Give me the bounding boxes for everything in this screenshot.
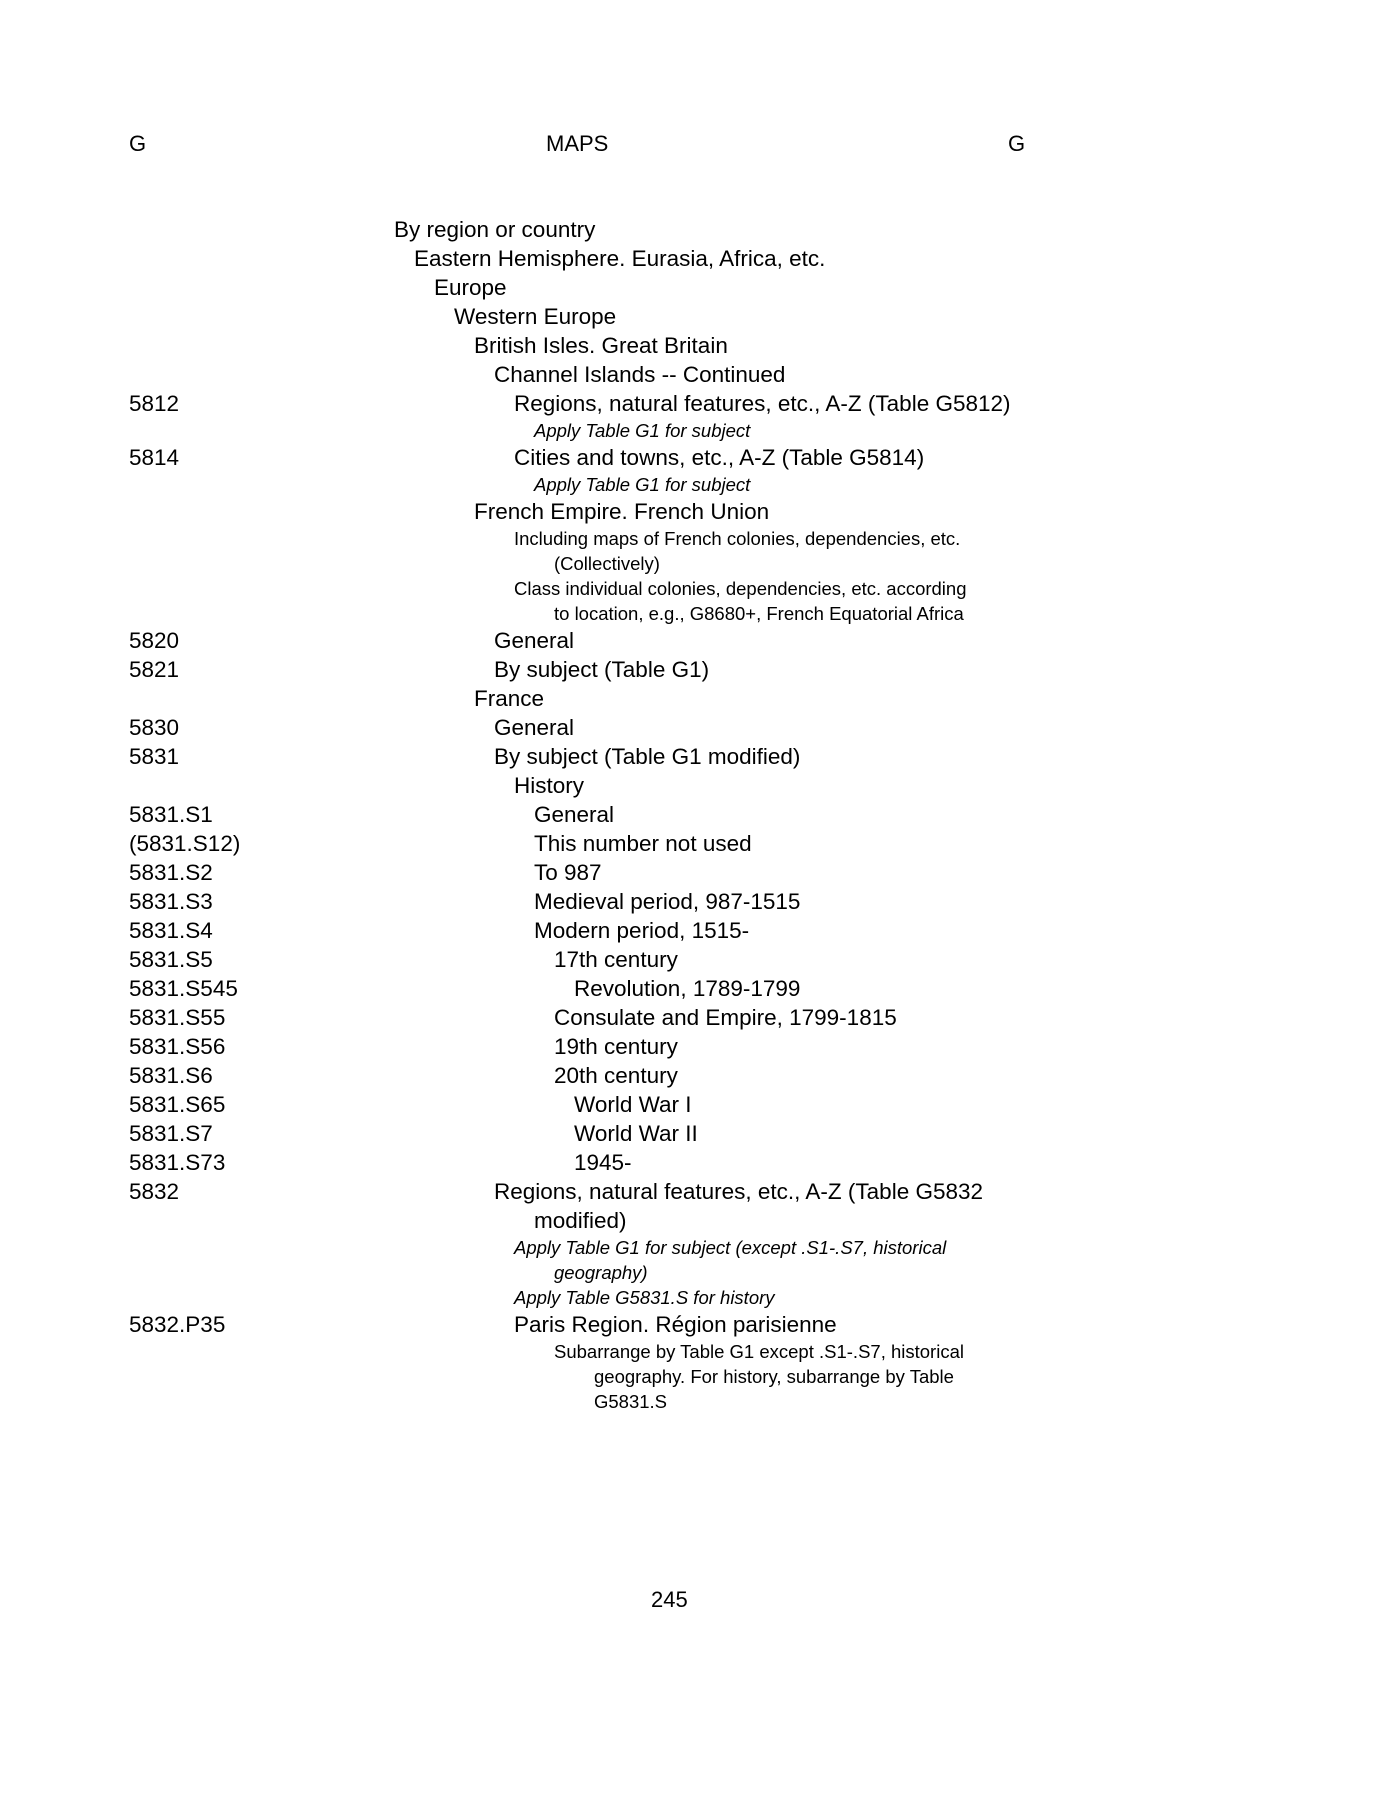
schedule-note [0,601,1391,626]
schedule-note [0,1364,1391,1389]
schedule-row [0,1061,1391,1090]
class-number: 5831.S2 [129,860,213,885]
schedule-row [0,443,1391,472]
schedule-row [0,916,1391,945]
class-number: 5832.P35 [129,1312,226,1337]
schedule-row [0,1148,1391,1177]
schedule-note [0,551,1391,576]
heading-text: 20th century [554,1063,678,1088]
schedule-note [0,418,1391,443]
schedule-row [0,360,1391,389]
heading-text: Medieval period, 987-1515 [534,889,801,914]
schedule-row [0,684,1391,713]
heading-text: General [534,802,615,827]
class-number: 5814 [129,445,180,470]
heading-text: France [474,686,545,711]
heading-text: General [494,628,575,653]
running-header-title: MAPS [546,131,609,156]
heading-text: French Empire. French Union [474,499,770,524]
schedule-row [0,1032,1391,1061]
page-number: 245 [651,1587,688,1612]
note-text: (Collectively) [554,553,660,574]
schedule-row [0,1003,1391,1032]
class-number: 5831.S1 [129,802,213,827]
heading-text: Europe [434,275,507,300]
schedule-note [0,1235,1391,1260]
note-text: Class individual colonies, dependencies, etc. according [514,578,967,599]
heading-text: This number not used [534,831,752,856]
running-header-left: G [129,131,147,156]
schedule-row [0,331,1391,360]
heading-text: By subject (Table G1 modified) [494,744,801,769]
schedule-row [0,244,1391,273]
class-number: 5831.S3 [129,889,213,914]
heading-text: Regions, natural features, etc., A-Z (Table G5832 [494,1179,984,1204]
class-number: (5831.S12) [129,831,241,856]
heading-text: By region or country [394,217,596,242]
schedule-row-continuation [0,1206,1391,1235]
heading-text: General [494,715,575,740]
heading-text: Consulate and Empire, 1799-1815 [554,1005,897,1030]
note-text: geography) [554,1262,648,1283]
schedule-row [0,655,1391,684]
schedule-row [0,273,1391,302]
schedule-row [0,302,1391,331]
heading-text: By subject (Table G1) [494,657,710,682]
schedule-note [0,1339,1391,1364]
heading-text: Eastern Hemisphere. Eurasia, Africa, etc. [414,246,826,271]
heading-text: Paris Region. Région parisienne [514,1312,837,1337]
note-text: geography. For history, subarrange by Table [594,1366,954,1387]
classification-schedule [0,215,1391,1414]
schedule-row [0,742,1391,771]
heading-text: Revolution, 1789-1799 [574,976,801,1001]
class-number: 5812 [129,391,180,416]
schedule-note [0,1285,1391,1310]
class-number: 5831.S4 [129,918,213,943]
schedule-row [0,1119,1391,1148]
heading-text: To 987 [534,860,602,885]
schedule-row [0,1310,1391,1339]
class-number: 5831.S73 [129,1150,226,1175]
schedule-row [0,1090,1391,1119]
class-number: 5831.S65 [129,1092,226,1117]
schedule-row [0,215,1391,244]
class-number: 5831.S7 [129,1121,213,1146]
class-number: 5831.S55 [129,1005,226,1030]
heading-text: World War II [574,1121,698,1146]
schedule-note [0,472,1391,497]
schedule-row [0,713,1391,742]
schedule-row [0,800,1391,829]
class-number: 5831.S5 [129,947,213,972]
class-number: 5831.S56 [129,1034,226,1059]
heading-text: History [514,773,585,798]
schedule-row [0,858,1391,887]
heading-text: 1945- [574,1150,632,1175]
schedule-note [0,576,1391,601]
note-text: Apply Table G1 for subject [534,474,751,495]
heading-text: Regions, natural features, etc., A-Z (Table G5812) [514,391,1011,416]
heading-text: 17th century [554,947,678,972]
schedule-row [0,974,1391,1003]
schedule-row [0,945,1391,974]
heading-text: Modern period, 1515- [534,918,750,943]
class-number: 5831 [129,744,180,769]
heading-text: British Isles. Great Britain [474,333,728,358]
schedule-row [0,1177,1391,1206]
class-number: 5821 [129,657,180,682]
heading-text: Channel Islands -- Continued [494,362,786,387]
note-text: Apply Table G1 for subject [534,420,751,441]
schedule-note [0,1260,1391,1285]
heading-text: Cities and towns, etc., A-Z (Table G5814) [514,445,925,470]
note-text: Apply Table G5831.S for history [514,1287,775,1308]
note-text: Subarrange by Table G1 except .S1-.S7, historical [554,1341,964,1362]
schedule-row [0,626,1391,655]
note-text: to location, e.g., G8680+, French Equatorial Africa [554,603,964,624]
schedule-note [0,1389,1391,1414]
class-number: 5831.S6 [129,1063,213,1088]
heading-text: 19th century [554,1034,678,1059]
note-text: G5831.S [594,1391,668,1412]
class-number: 5832 [129,1179,180,1204]
class-number: 5830 [129,715,180,740]
schedule-row [0,389,1391,418]
note-text: Including maps of French colonies, dependencies, etc. [514,528,961,549]
schedule-row [0,771,1391,800]
schedule-row [0,497,1391,526]
heading-text: modified) [534,1208,627,1233]
heading-text: Western Europe [454,304,617,329]
running-header-right: G [1008,131,1026,156]
class-number: 5820 [129,628,180,653]
class-number: 5831.S545 [129,976,238,1001]
schedule-row [0,829,1391,858]
note-text: Apply Table G1 for subject (except .S1-.S7, historical [514,1237,947,1258]
schedule-row [0,887,1391,916]
schedule-note [0,526,1391,551]
heading-text: World War I [574,1092,692,1117]
